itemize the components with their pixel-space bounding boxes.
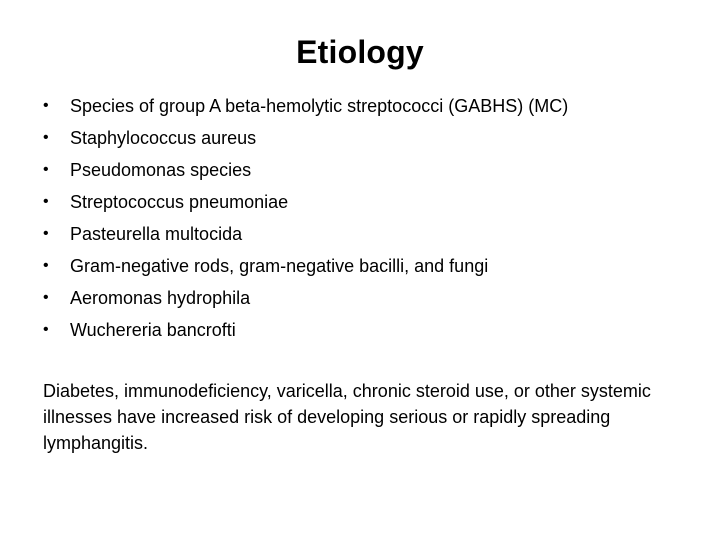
bullet-icon: • xyxy=(43,97,49,114)
list-item-text: Pasteurella multocida xyxy=(70,224,243,244)
bullet-icon: • xyxy=(43,225,49,242)
slide-title: Etiology xyxy=(296,34,424,70)
bullet-icon: • xyxy=(43,321,49,338)
bullet-icon: • xyxy=(43,289,49,306)
list-item-text: Aeromonas hydrophila xyxy=(70,288,251,308)
bullet-icon: • xyxy=(43,161,49,178)
list-item-text: Pseudomonas species xyxy=(70,160,252,180)
list-item-text: Wuchereria bancrofti xyxy=(70,320,236,340)
bullet-icon: • xyxy=(43,193,49,210)
list-item-text: Streptococcus pneumoniae xyxy=(70,192,289,212)
risk-factors-paragraph: Diabetes, immunodeficiency, varicella, chronic steroid use, or other systemic illnesses have increased risk of developing serious or rapidly spreading lymphangitis. xyxy=(43,381,651,453)
list-item-text: Staphylococcus aureus xyxy=(70,128,257,148)
bullet-icon: • xyxy=(43,129,49,146)
list-item-text: Species of group A beta-hemolytic streptococci (GABHS) (MC) xyxy=(70,96,569,116)
bullet-icon: • xyxy=(43,257,49,274)
list-item-text: Gram-negative rods, gram-negative bacilli, and fungi xyxy=(70,256,489,276)
